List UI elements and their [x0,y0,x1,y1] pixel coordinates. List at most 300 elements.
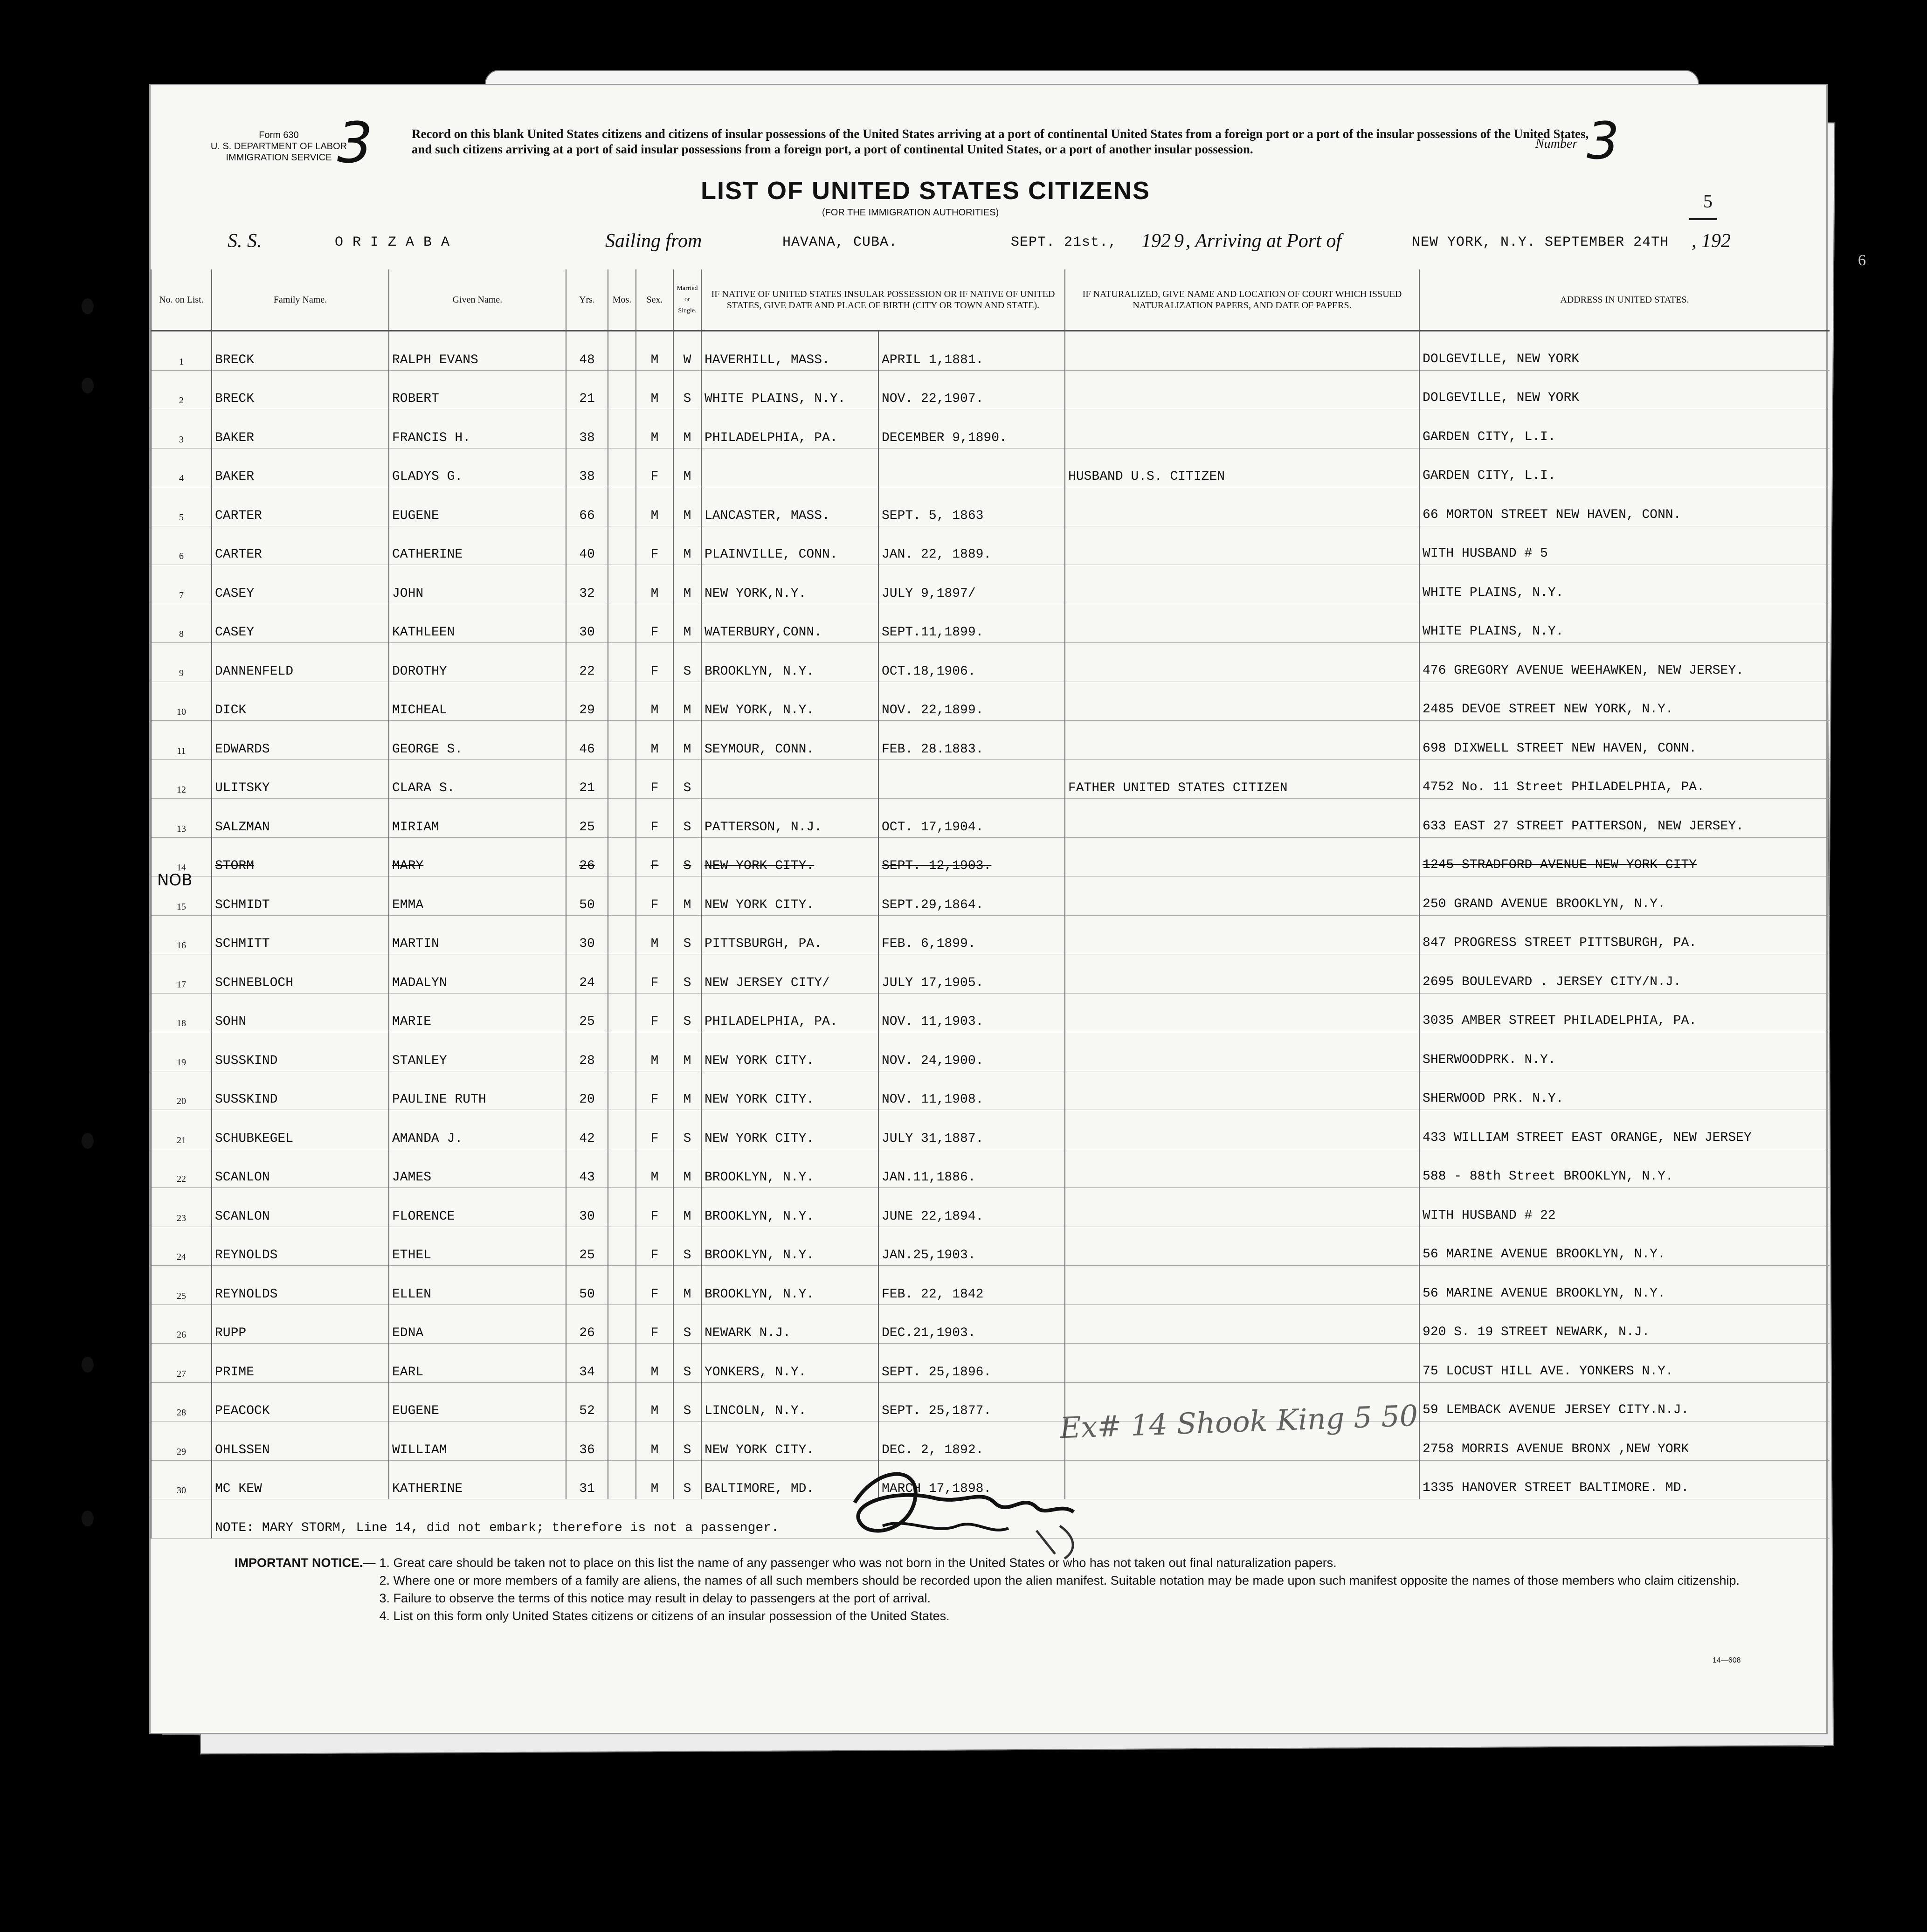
cell-no: 8 [151,604,212,643]
cell-no: 5 [151,487,212,526]
cell-family: DICK [212,682,389,721]
cell-given: JOHN [389,565,566,604]
cell-mos [608,565,636,604]
instructions: Record on this blank United States citizens and citizens of insular possessions of the United States arriving at a port of continental United States from a foreign port or a port of the insular possessions of the United States, and such citizens arriving at a port of said insular possessions from a foreign port, a port of continental United States, or a port of another insular possession. [412,127,1589,156]
cell-sex: M [636,1421,673,1461]
cell-yrs: 66 [566,487,608,526]
cell-no: 14 NOB [151,837,212,876]
cell-yrs: 42 [566,1110,608,1149]
cell-addr: 2485 DEVOE STREET NEW YORK, N.Y. [1419,682,1830,721]
number-label: Number [1535,137,1578,151]
cell-bdate: MARCH 17,1898. [878,1460,1065,1499]
header-yrs: Yrs. [566,269,608,331]
cell-bdate: SEPT. 12,1903. [878,837,1065,876]
cell-bdate: JULY 31,1887. [878,1110,1065,1149]
cell-family: PRIME [212,1344,389,1383]
header-family: Family Name. [212,269,389,331]
cell-mos [608,331,636,371]
voyage-line [228,230,1813,262]
cell-given: CATHERINE [389,526,566,565]
table-row [151,643,1830,682]
cell-ms: M [673,876,701,916]
cell-addr: 433 WILLIAM STREET EAST ORANGE, NEW JERSEY [1419,1110,1830,1149]
cell-given: EUGENE [389,1382,566,1421]
cell-bdate: APRIL 1,1881. [878,331,1065,371]
cell-yrs: 38 [566,448,608,487]
table-row [151,1071,1830,1110]
cell-sex: F [636,1110,673,1149]
cell-mos [608,409,636,448]
cell-nat [1065,837,1419,876]
cell-yrs: 48 [566,331,608,371]
cell-given: EUGENE [389,487,566,526]
cell-mos [608,721,636,760]
cell-sex: F [636,604,673,643]
cell-family: CARTER [212,526,389,565]
cell-family: SUSSKIND [212,1071,389,1110]
cell-bdate: JAN. 22, 1889. [878,526,1065,565]
cell-family: CASEY [212,565,389,604]
cell-place: PATTERSON, N.J. [701,799,878,838]
cell-family: DANNENFELD [212,643,389,682]
header-mos: Mos. [608,269,636,331]
cell-yrs: 25 [566,1227,608,1266]
year-prefix: 192 [1141,230,1171,252]
cell-bdate: SEPT. 5, 1863 [878,487,1065,526]
embark-note: NOTE: MARY STORM, Line 14, did not embark; therefore is not a passenger. [212,1499,1830,1539]
cell-no: 6 [151,526,212,565]
cell-bdate [878,759,1065,799]
cell-bdate: SEPT.11,1899. [878,604,1065,643]
cell-yrs: 43 [566,1149,608,1188]
cell-place [701,448,878,487]
service: IMMIGRATION SERVICE [226,152,332,163]
cell-family: SOHN [212,993,389,1032]
cell-nat [1065,487,1419,526]
cell-family: MC KEW [212,1460,389,1499]
cell-given: EDNA [389,1304,566,1344]
cell-bdate: OCT. 17,1904. [878,799,1065,838]
cell-nat [1065,682,1419,721]
table-row [151,759,1830,799]
cell-sex: F [636,1266,673,1305]
table-row [151,487,1830,526]
cell-nat [1065,1149,1419,1188]
table-row [151,837,1830,876]
cell-sex: F [636,954,673,994]
document-subtitle: (FOR THE IMMIGRATION AUTHORITIES) [822,207,999,218]
cell-no: 25 [151,1266,212,1305]
cell-yrs: 46 [566,721,608,760]
cell-nat [1065,331,1419,371]
cell-nat [1065,370,1419,409]
cell-mos [608,759,636,799]
cell-yrs: 28 [566,1032,608,1071]
cell-place: BROOKLYN, N.Y. [701,643,878,682]
cell-no: 13 [151,799,212,838]
header-given: Given Name. [389,269,566,331]
cell-nat [1065,1460,1419,1499]
cell-place: BALTIMORE, MD. [701,1460,878,1499]
side-mark: 6 [1858,252,1866,269]
cell-nat [1065,1188,1419,1227]
table-row [151,370,1830,409]
cell-ms: W [673,331,701,371]
cell-no: 11 [151,721,212,760]
cell-family: BAKER [212,448,389,487]
cell-mos [608,604,636,643]
cell-addr: WHITE PLAINS, N.Y. [1419,565,1830,604]
important-notice [235,1554,1773,1625]
footer-code: 14—608 [1713,1656,1741,1664]
cell-no: 7 [151,565,212,604]
table-row [151,721,1830,760]
cell-ms: S [673,759,701,799]
cell-sex: F [636,837,673,876]
header-married: Married or Single. [673,269,701,331]
cell-nat: FATHER UNITED STATES CITIZEN [1065,759,1419,799]
cell-bdate: DEC.21,1903. [878,1304,1065,1344]
cell-nat [1065,409,1419,448]
notice-item: 4. List on this form only United States citizens or citizens of an insular possession of the United States. [379,1609,950,1623]
table-row [151,682,1830,721]
cell-place: NEWARK N.J. [701,1304,878,1344]
cell-mos [608,370,636,409]
cell-ms: M [673,526,701,565]
cell-family: SCHNEBLOCH [212,954,389,994]
cell-given: GEORGE S. [389,721,566,760]
cell-sex: M [636,682,673,721]
notice-item: 1. Great care should be taken not to place on this list the name of any passenger who was not born in the United States or who has not taken out final naturalization papers. [379,1556,1337,1570]
cell-yrs: 25 [566,799,608,838]
cell-place: PITTSBURGH, PA. [701,915,878,954]
cell-place: HAVERHILL, MASS. [701,331,878,371]
cell-mos [608,1344,636,1383]
cell-family: SCANLON [212,1149,389,1188]
cell-mos [608,1382,636,1421]
document-title: LIST OF UNITED STATES CITIZENS [701,177,1150,205]
cell-ms: M [673,565,701,604]
cell-addr: WITH HUSBAND # 5 [1419,526,1830,565]
cell-addr: SHERWOOD PRK. N.Y. [1419,1071,1830,1110]
official-signature [841,1447,1102,1568]
cell-place: NEW YORK CITY. [701,1110,878,1149]
cell-mos [608,799,636,838]
cell-sex: M [636,915,673,954]
cell-no: 26 [151,1304,212,1344]
cell-no: 23 [151,1188,212,1227]
cell-addr: 847 PROGRESS STREET PITTSBURGH, PA. [1419,915,1830,954]
cell-yrs: 32 [566,565,608,604]
cell-place: NEW JERSEY CITY/ [701,954,878,994]
table-row [151,331,1830,371]
cell-addr: 56 MARINE AVENUE BROOKLYN, N.Y. [1419,1266,1830,1305]
cell-ms: M [673,1266,701,1305]
cell-yrs: 50 [566,876,608,916]
header-naturalized: IF NATURALIZED, GIVE NAME AND LOCATION OF COURT WHICH ISSUED NATURALIZATION PAPERS, AND DATE OF PAPERS. [1065,269,1419,331]
cell-nat: HUSBAND U.S. CITIZEN [1065,448,1419,487]
cell-addr: 633 EAST 27 STREET PATTERSON, NEW JERSEY. [1419,799,1830,838]
cell-ms: S [673,1421,701,1461]
cell-addr: GARDEN CITY, L.I. [1419,409,1830,448]
cell-no: 30 [151,1460,212,1499]
cell-mos [608,1071,636,1110]
cell-mos [608,448,636,487]
departure-port: HAVANA, CUBA. [782,235,898,250]
cell-yrs: 26 [566,1304,608,1344]
cell-addr: 698 DIXWELL STREET NEW HAVEN, CONN. [1419,721,1830,760]
cell-ms: S [673,799,701,838]
cell-ms: M [673,409,701,448]
cell-nat [1065,526,1419,565]
cell-ms: S [673,1460,701,1499]
cell-nat [1065,721,1419,760]
cell-addr: DOLGEVILLE, NEW YORK [1419,370,1830,409]
cell-given: WILLIAM [389,1421,566,1461]
cell-no: 21 [151,1110,212,1149]
cell-no: 16 [151,915,212,954]
cell-mos [608,1421,636,1461]
cell-yrs: 21 [566,759,608,799]
cell-bdate: JULY 9,1897/ [878,565,1065,604]
cell-place: NEW YORK,N.Y. [701,565,878,604]
cell-place: BROOKLYN, N.Y. [701,1227,878,1266]
header-no: No. on List. [151,269,212,331]
cell-no: 17 [151,954,212,994]
cell-ms: S [673,1110,701,1149]
cell-no: 12 [151,759,212,799]
cell-bdate: SEPT. 25,1896. [878,1344,1065,1383]
cell-no: 1 [151,331,212,371]
cell-place: BROOKLYN, N.Y. [701,1149,878,1188]
cell-family: RUPP [212,1304,389,1344]
cell-ms: S [673,993,701,1032]
departure-date: SEPT. 21st., [1011,235,1118,250]
cell-sex: M [636,721,673,760]
cell-nat [1065,1266,1419,1305]
cell-given: MARTIN [389,915,566,954]
cell-ms: M [673,1149,701,1188]
cell-yrs: 21 [566,370,608,409]
list-number: 3 [1587,111,1619,171]
cell-addr: 2695 BOULEVARD . JERSEY CITY/N.J. [1419,954,1830,994]
cell-bdate: SEPT. 25,1877. [878,1382,1065,1421]
arriving-label: , Arriving at Port of [1186,230,1342,252]
cell-mos [608,1149,636,1188]
notice-item: 3. Failure to observe the terms of this notice may result in delay to passengers at the port of arrival. [379,1591,931,1605]
cell-given: GLADYS G. [389,448,566,487]
header-birth: IF NATIVE OF UNITED STATES INSULAR POSSESSION OR IF NATIVE OF UNITED STATES, GIVE DATE AND PLACE OF BIRTH (CITY OR TOWN AND STATE). [701,269,1065,331]
table-row [151,604,1830,643]
cell-bdate: NOV. 22,1907. [878,370,1065,409]
cell-place: YONKERS, N.Y. [701,1344,878,1383]
cell-place: NEW YORK, N.Y. [701,682,878,721]
notice-item: 2. Where one or more members of a family are aliens, the names of all such members should be recorded upon the alien manifest. Suitable notation may be made upon such manifest opposite the names of those members who claim citizenship. [379,1573,1740,1587]
handwritten-annotation: Ex# 14 Shook King 5 50 [1059,1398,1419,1445]
cell-family: BRECK [212,331,389,371]
cell-nat [1065,1227,1419,1266]
cell-no: 9 [151,643,212,682]
cell-sex: F [636,448,673,487]
notice-items [379,1554,1740,1625]
cell-nat [1065,1032,1419,1071]
cell-addr: 250 GRAND AVENUE BROOKLYN, N.Y. [1419,876,1830,916]
cell-yrs: 22 [566,643,608,682]
cell-given: CLARA S. [389,759,566,799]
cell-place: BROOKLYN, N.Y. [701,1188,878,1227]
cell-yrs: 20 [566,1071,608,1110]
table-header-row [151,269,1830,331]
cell-bdate [878,448,1065,487]
cell-addr: 56 MARINE AVENUE BROOKLYN, N.Y. [1419,1227,1830,1266]
cell-family: STORM [212,837,389,876]
cell-mos [608,487,636,526]
cell-ms: M [673,448,701,487]
cell-nat [1065,915,1419,954]
cell-addr: SHERWOODPRK. N.Y. [1419,1032,1830,1071]
notice-label: IMPORTANT NOTICE.— [235,1556,376,1570]
header-address: ADDRESS IN UNITED STATES. [1419,269,1830,331]
cell-place: BROOKLYN, N.Y. [701,1266,878,1305]
cell-family: SCHMIDT [212,876,389,916]
cell-no: 28 [151,1382,212,1421]
cell-given: PAULINE RUTH [389,1071,566,1110]
cell-family: SALZMAN [212,799,389,838]
table-row [151,1382,1830,1421]
cell-sex: F [636,1071,673,1110]
cell-place: PLAINVILLE, CONN. [701,526,878,565]
cell-sex: M [636,1382,673,1421]
punch-hole [82,1511,94,1526]
cell-addr: 66 MORTON STREET NEW HAVEN, CONN. [1419,487,1830,526]
cell-family: CASEY [212,604,389,643]
cell-ms: S [673,837,701,876]
cell-no: 19 [151,1032,212,1071]
cell-nat [1065,876,1419,916]
cell-addr: 2758 MORRIS AVENUE BRONX ,NEW YORK [1419,1421,1830,1461]
year-digit: 9 [1174,230,1184,252]
cell-given: EMMA [389,876,566,916]
cell-given: FRANCIS H. [389,409,566,448]
cell-ms: M [673,604,701,643]
cell-no: 10 [151,682,212,721]
cell-ms: M [673,721,701,760]
cell-place: PHILADELPHIA, PA. [701,409,878,448]
cell-bdate: FEB. 6,1899. [878,915,1065,954]
cell-given: KATHERINE [389,1460,566,1499]
cell-no: 29 [151,1421,212,1461]
table-row [151,915,1830,954]
cell-bdate: OCT.18,1906. [878,643,1065,682]
cell-given: AMANDA J. [389,1110,566,1149]
cell-family: SCHUBKEGEL [212,1110,389,1149]
cell-mos [608,1304,636,1344]
cell-mos [608,526,636,565]
cell-ms: S [673,1227,701,1266]
cell-place: NEW YORK CITY. [701,1032,878,1071]
cell-yrs: 30 [566,1188,608,1227]
cell-given: MADALYN [389,954,566,994]
cell-addr: WHITE PLAINS, N.Y. [1419,604,1830,643]
ss-label: S. S. [228,230,262,252]
punch-hole [82,1357,94,1373]
punch-hole [82,1133,94,1149]
margin-note: NOB [157,871,193,890]
table-row [151,1149,1830,1188]
cell-place: WHITE PLAINS, N.Y. [701,370,878,409]
punch-hole [82,378,94,393]
form-number: Form 630 [259,130,299,140]
table-row [151,565,1830,604]
cell-mos [608,954,636,994]
cell-given: EARL [389,1344,566,1383]
cell-place: NEW YORK CITY. [701,1071,878,1110]
cell-sex: M [636,331,673,371]
cell-addr: 3035 AMBER STREET PHILADELPHIA, PA. [1419,993,1830,1032]
cell-addr: 588 - 88th Street BROOKLYN, N.Y. [1419,1149,1830,1188]
cell-given: MARIE [389,993,566,1032]
cell-sex: M [636,1032,673,1071]
cell-family: REYNOLDS [212,1266,389,1305]
cell-sex: F [636,993,673,1032]
table-row [151,954,1830,994]
cell-no: 27 [151,1344,212,1383]
cell-yrs: 24 [566,954,608,994]
cell-sex: F [636,799,673,838]
cell-bdate: JAN.11,1886. [878,1149,1065,1188]
cell-bdate: DEC. 2, 1892. [878,1421,1065,1461]
cell-sex: F [636,876,673,916]
cell-yrs: 52 [566,1382,608,1421]
cell-family: REYNOLDS [212,1227,389,1266]
cell-sex: M [636,409,673,448]
cell-ms: S [673,1304,701,1344]
cell-mos [608,915,636,954]
cell-empty [151,1499,212,1539]
sailing-label: Sailing from [605,230,702,252]
cell-family: SCANLON [212,1188,389,1227]
cell-nat [1065,799,1419,838]
cell-no: 18 [151,993,212,1032]
cell-nat [1065,1110,1419,1149]
table-row [151,1032,1830,1071]
table-row [151,993,1830,1032]
cell-yrs: 38 [566,409,608,448]
cell-no: 2 [151,370,212,409]
cell-family: ULITSKY [212,759,389,799]
cell-addr: 1335 HANOVER STREET BALTIMORE. MD. [1419,1460,1830,1499]
table-row [151,448,1830,487]
table-row [151,409,1830,448]
cell-ms: M [673,487,701,526]
cell-yrs: 26 [566,837,608,876]
cell-bdate: DECEMBER 9,1890. [878,409,1065,448]
cell-mos [608,1032,636,1071]
cell-yrs: 50 [566,1266,608,1305]
cell-bdate: SEPT.29,1864. [878,876,1065,916]
cell-addr: WITH HUSBAND # 22 [1419,1188,1830,1227]
cell-nat [1065,1344,1419,1383]
cell-ms: M [673,1188,701,1227]
cell-place: PHILADELPHIA, PA. [701,993,878,1032]
cell-sex: M [636,1149,673,1188]
table-row [151,876,1830,916]
cell-nat [1065,993,1419,1032]
cell-place: NEW YORK CITY. [701,1421,878,1461]
cell-family: SCHMITT [212,915,389,954]
cell-no: 4 [151,448,212,487]
arrival-port: NEW YORK, N.Y. SEPTEMBER 24TH [1412,235,1669,250]
